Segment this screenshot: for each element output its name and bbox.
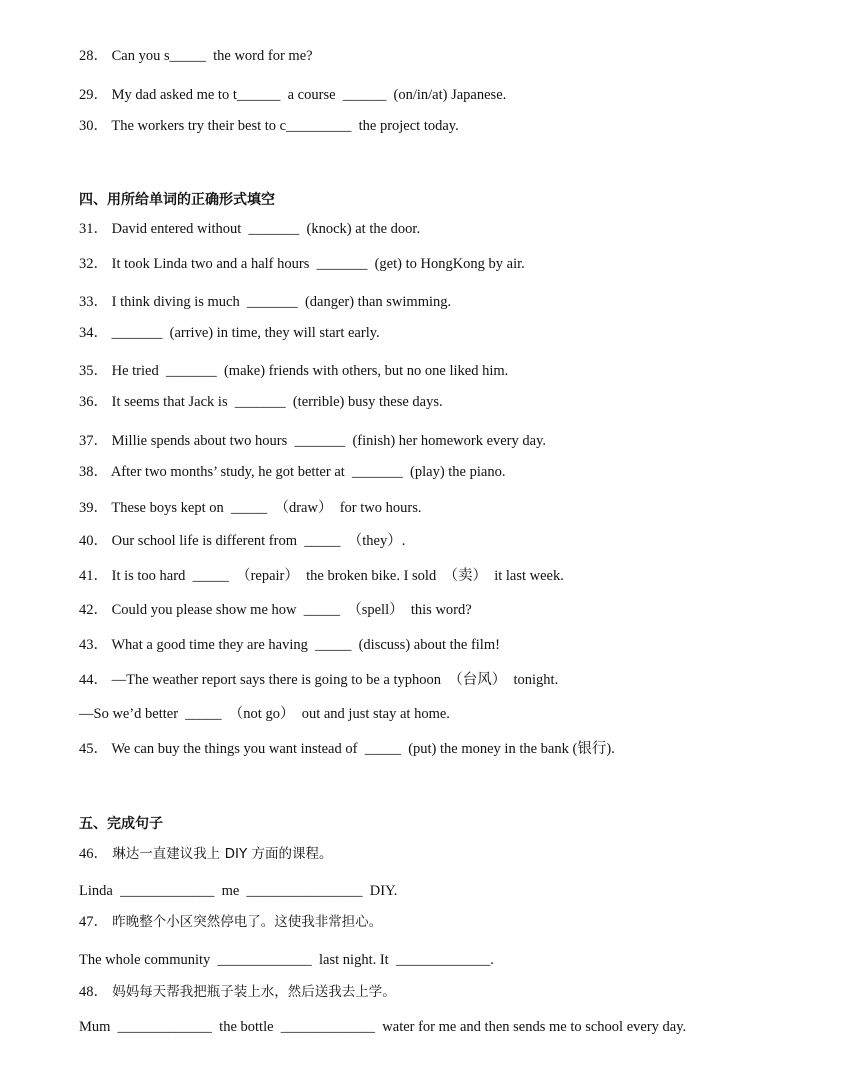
- question-39: 39． These boys kept on _____ （draw） for two hours.: [79, 500, 422, 516]
- section-4-heading: 四、用所给单词的正确形式填空: [79, 192, 275, 208]
- question-43: 43． What a good time they are having _____ (discuss) about the film!: [79, 637, 500, 653]
- question-38: 38． After two months’ study, he got better at _______ (play) the piano.: [79, 464, 506, 480]
- question-48-answer: Mum _____________ the bottle _____________ water for me and then sends me to school every day.: [79, 1019, 687, 1035]
- question-29: 29． My dad asked me to t______ a course ______ (on/in/at) Japanese.: [79, 87, 507, 103]
- question-48-prompt: 48． 妈妈每天帮我把瓶子装上水，然后送我去上学。: [79, 984, 396, 1000]
- question-34: 34． _______ (arrive) in time, they will start early.: [79, 325, 380, 341]
- question-33: 33． I think diving is much _______ (danger) than swimming.: [79, 294, 452, 310]
- question-30: 30． The workers try their best to c_________ the project today.: [79, 118, 459, 134]
- section-5-heading: 五、完成句子: [79, 816, 163, 832]
- question-46-answer: Linda _____________ me ________________ DIY.: [79, 883, 398, 899]
- question-46-prompt: 46． 琳达一直建议我上 DIY 方面的课程。: [79, 846, 333, 862]
- question-47-prompt: 47． 昨晚整个小区突然停电了。这使我非常担心。: [79, 914, 383, 930]
- question-40: 40． Our school life is different from _____ （they）.: [79, 533, 406, 549]
- question-28: 28． Can you s_____ the word for me?: [79, 48, 313, 64]
- question-44: 44． —The weather report says there is going to be a typhoon （台风） tonight.: [79, 672, 559, 688]
- question-35: 35． He tried _______ (make) friends with others, but no one liked him.: [79, 363, 509, 379]
- question-31: 31． David entered without _______ (knock) at the door.: [79, 221, 421, 237]
- question-45: 45． We can buy the things you want instead of _____ (put) the money in the bank (银行).: [79, 741, 615, 757]
- question-44-reply: —So we’d better _____ （not go） out and just stay at home.: [79, 706, 450, 722]
- question-42: 42． Could you please show me how _____ （spell） this word?: [79, 602, 472, 618]
- question-37: 37． Millie spends about two hours _______ (finish) her homework every day.: [79, 433, 547, 449]
- question-36: 36． It seems that Jack is _______ (terrible) busy these days.: [79, 394, 443, 410]
- question-41: 41． It is too hard _____ （repair） the broken bike. I sold （卖） it last week.: [79, 568, 564, 584]
- question-47-answer: The whole community _____________ last night. It _____________.: [79, 952, 494, 968]
- question-32: 32． It took Linda two and a half hours _______ (get) to HongKong by air.: [79, 256, 525, 272]
